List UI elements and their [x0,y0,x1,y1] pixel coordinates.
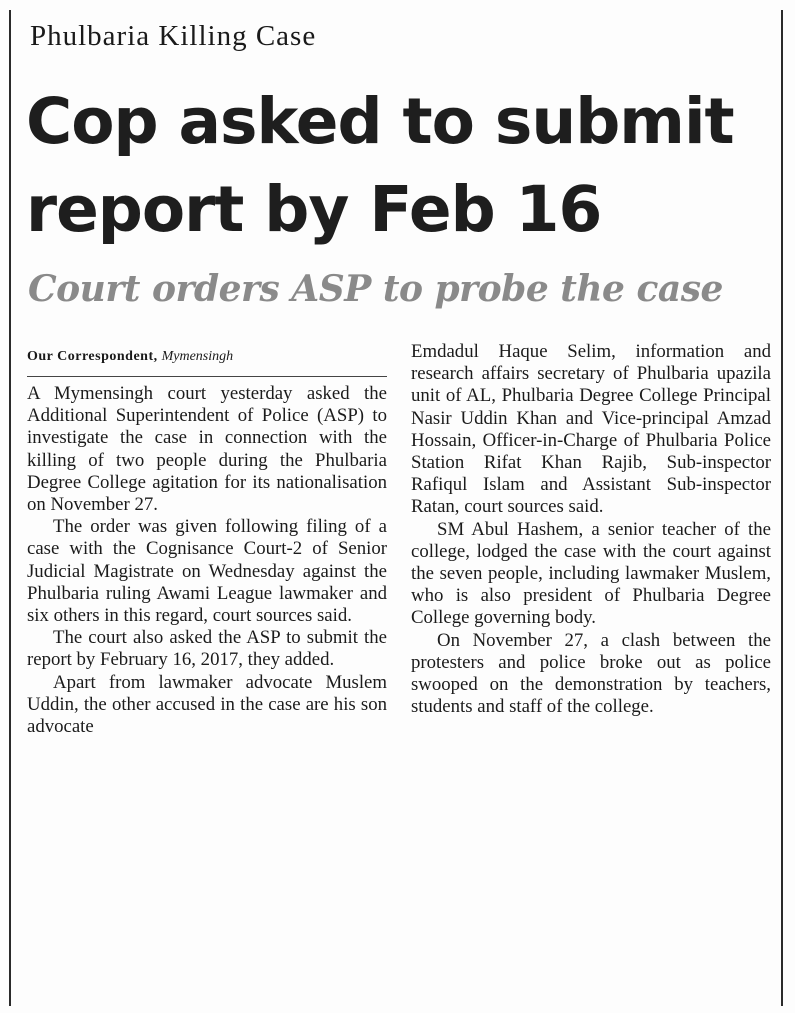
subheadline: Court orders ASP to probe the case [28,268,723,310]
paragraph: Emdadul Haque Selim, information and research affairs secretary of Phulbaria upazila unit of AL, Phulbaria Degree College Principal Nasir Uddin Khan and Vice-principal Amzad Hossain, Officer-in-Charge of Phulbaria Police Station Rifat Khan Rajib, Sub-inspector Rafiqul Islam and Assistant Sub-inspector Ratan, court sources said. [411,341,771,518]
paragraph: SM Abul Hashem, a senior teacher of the college, lodged the case with the court against the seven people, including lawmaker Muslem, who is also president of Phulbaria Degree College governing body. [411,518,771,629]
column-left [27,383,387,738]
headline: Cop asked to submit report by Feb 16 [26,85,734,246]
byline-location: Mymensingh [161,349,234,364]
column-right [411,341,771,718]
paragraph: The order was given following filing of a case with the Cognisance Court-2 of Senior Judicial Magistrate on Wednesday against the Phulbaria ruling Awami League lawmaker and six others in this regard, court sources said. [27,516,387,627]
right-border-rule [781,10,783,1006]
paragraph: On November 27, a clash between the protesters and police broke out as police swooped on the demonstration by teachers, students and staff of the college. [411,629,771,718]
kicker-text: Phulbaria Killing Case [30,20,317,52]
byline [27,347,233,365]
paragraph: The court also asked the ASP to submit the report by February 16, 2017, they added. [27,627,387,671]
paragraph: Apart from lawmaker advocate Muslem Uddin, the other accused in the case are his son advocate [27,671,387,738]
byline-author: Our Correspondent, [27,349,158,364]
kicker [30,20,316,53]
left-border-rule [9,10,11,1006]
byline-rule [27,376,387,377]
paragraph: A Mymensingh court yesterday asked the Additional Superintendent of Police (ASP) to investigate the case in connection with the killing of two people during the Phulbaria Degree College agitation for its nationalisation on November 27. [27,383,387,516]
